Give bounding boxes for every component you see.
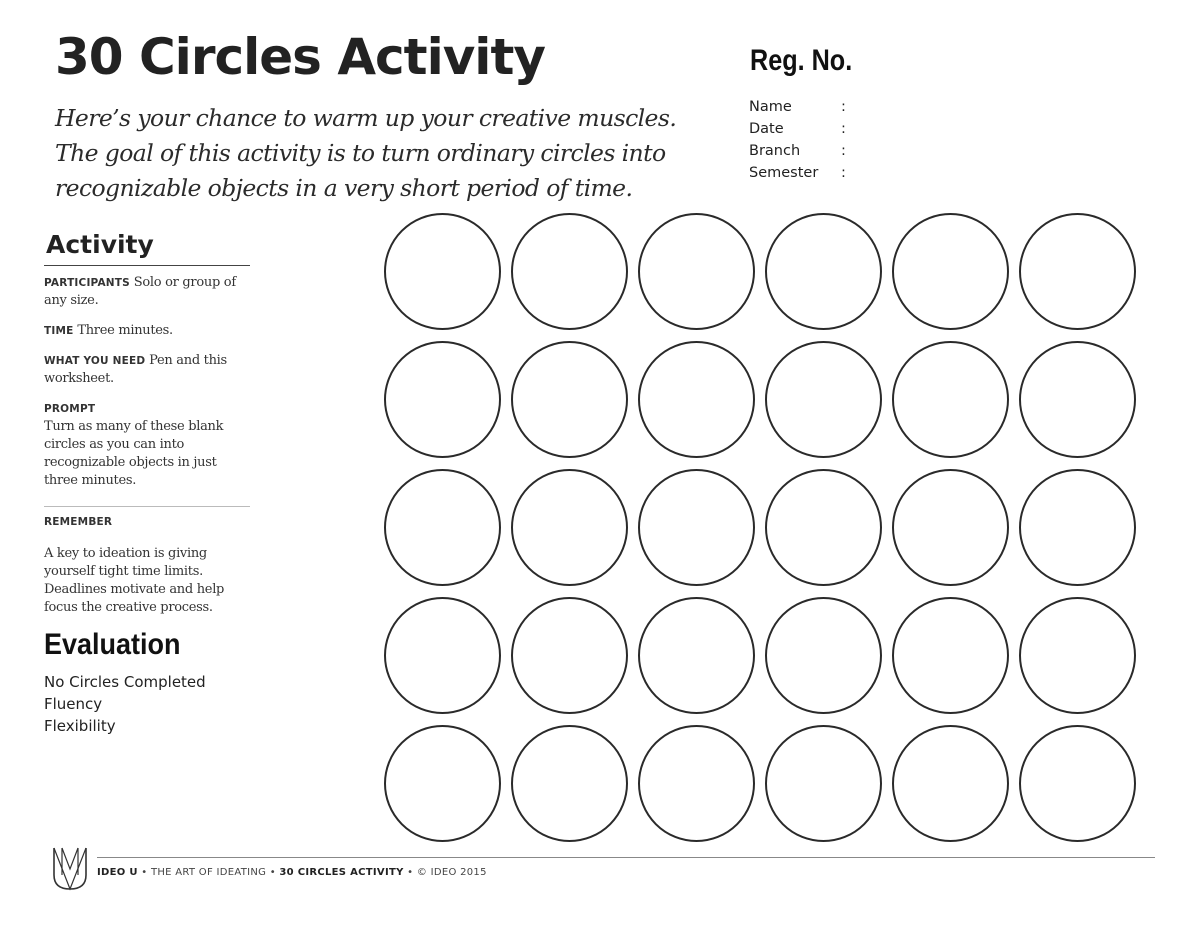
blank-circle (511, 597, 628, 714)
blank-circle (638, 341, 755, 458)
remember-label: REMEMBER (44, 516, 113, 528)
blank-circle (638, 469, 755, 586)
blank-circle (1019, 725, 1136, 842)
blank-circle (765, 341, 882, 458)
what-you-need-label: WHAT YOU NEED (44, 355, 146, 367)
remember-info (44, 513, 250, 617)
blank-circle (892, 341, 1009, 458)
registration-fields (749, 96, 869, 184)
time-info (44, 322, 250, 340)
registration-field-name (749, 96, 869, 118)
blank-circle (1019, 469, 1136, 586)
field-label: Branch (749, 143, 801, 159)
blank-circle (638, 725, 755, 842)
footer-credit (97, 867, 487, 878)
field-separator: : (841, 165, 846, 181)
blank-circle (892, 725, 1009, 842)
participants-text: Solo or group of any size. (44, 275, 236, 308)
blank-circle (384, 341, 501, 458)
registration-title: Reg. No. (750, 44, 853, 77)
blank-circle (1019, 597, 1136, 714)
blank-circle (892, 469, 1009, 586)
prompt-text: Turn as many of these blank circles as you can into recognizable objects in just three minutes. (44, 419, 224, 488)
blank-circle (892, 597, 1009, 714)
blank-circle (384, 725, 501, 842)
ideo-u-logo-icon (52, 845, 88, 891)
field-separator: : (841, 143, 846, 159)
blank-circle (638, 213, 755, 330)
prompt-info (44, 400, 250, 490)
time-text: Three minutes. (77, 323, 173, 338)
evaluation-item: No Circles Completed (44, 673, 206, 691)
blank-circle (638, 597, 755, 714)
blank-circle (1019, 213, 1136, 330)
prompt-label: PROMPT (44, 403, 96, 415)
blank-circle (765, 469, 882, 586)
blank-circle (384, 469, 501, 586)
footer-separator: • (141, 867, 148, 878)
blank-circle (384, 597, 501, 714)
registration-field-branch (749, 140, 869, 162)
circles-grid (384, 213, 1136, 842)
blank-circle (1019, 341, 1136, 458)
blank-circle (511, 341, 628, 458)
time-label: TIME (44, 325, 74, 337)
blank-circle (765, 213, 882, 330)
evaluation-heading: Evaluation (44, 628, 181, 661)
remember-text: A key to ideation is giving yourself tight time limits. Deadlines motivate and help focus the creative process. (44, 546, 225, 615)
field-separator: : (841, 99, 846, 115)
page-title: 30 Circles Activity (55, 28, 545, 86)
intro-line: The goal of this activity is to turn ordinary circles into (55, 139, 666, 167)
footer-brand: IDEO U (97, 867, 138, 878)
participants-label: PARTICIPANTS (44, 277, 130, 289)
field-label: Name (749, 99, 792, 115)
footer-divider (97, 857, 1155, 858)
intro-line: Here’s your chance to warm up your creative muscles. (55, 104, 677, 132)
activity-heading: Activity (46, 230, 154, 259)
footer-course: THE ART OF IDEATING (150, 867, 267, 878)
blank-circle (384, 213, 501, 330)
intro-text (55, 101, 755, 206)
footer-activity: 30 CIRCLES ACTIVITY (279, 867, 404, 878)
footer-separator: • (407, 867, 414, 878)
blank-circle (511, 469, 628, 586)
divider (44, 265, 250, 266)
evaluation-item: Flexibility (44, 717, 116, 735)
footer-separator: • (269, 867, 276, 878)
divider (44, 506, 250, 507)
field-label: Date (749, 121, 784, 137)
evaluation-item: Fluency (44, 695, 103, 713)
blank-circle (511, 213, 628, 330)
blank-circle (892, 213, 1009, 330)
blank-circle (765, 597, 882, 714)
what-you-need-info (44, 352, 250, 388)
activity-sidebar (44, 225, 250, 737)
blank-circle (511, 725, 628, 842)
footer-copyright: © IDEO 2015 (416, 867, 487, 878)
participants-info (44, 274, 250, 310)
blank-circle (765, 725, 882, 842)
registration-field-date (749, 118, 869, 140)
what-you-need-text: Pen and this worksheet. (44, 353, 227, 386)
field-separator: : (841, 121, 846, 137)
intro-line: recognizable objects in a very short period of time. (55, 174, 633, 202)
field-label: Semester (749, 165, 819, 181)
registration-field-semester (749, 162, 869, 184)
